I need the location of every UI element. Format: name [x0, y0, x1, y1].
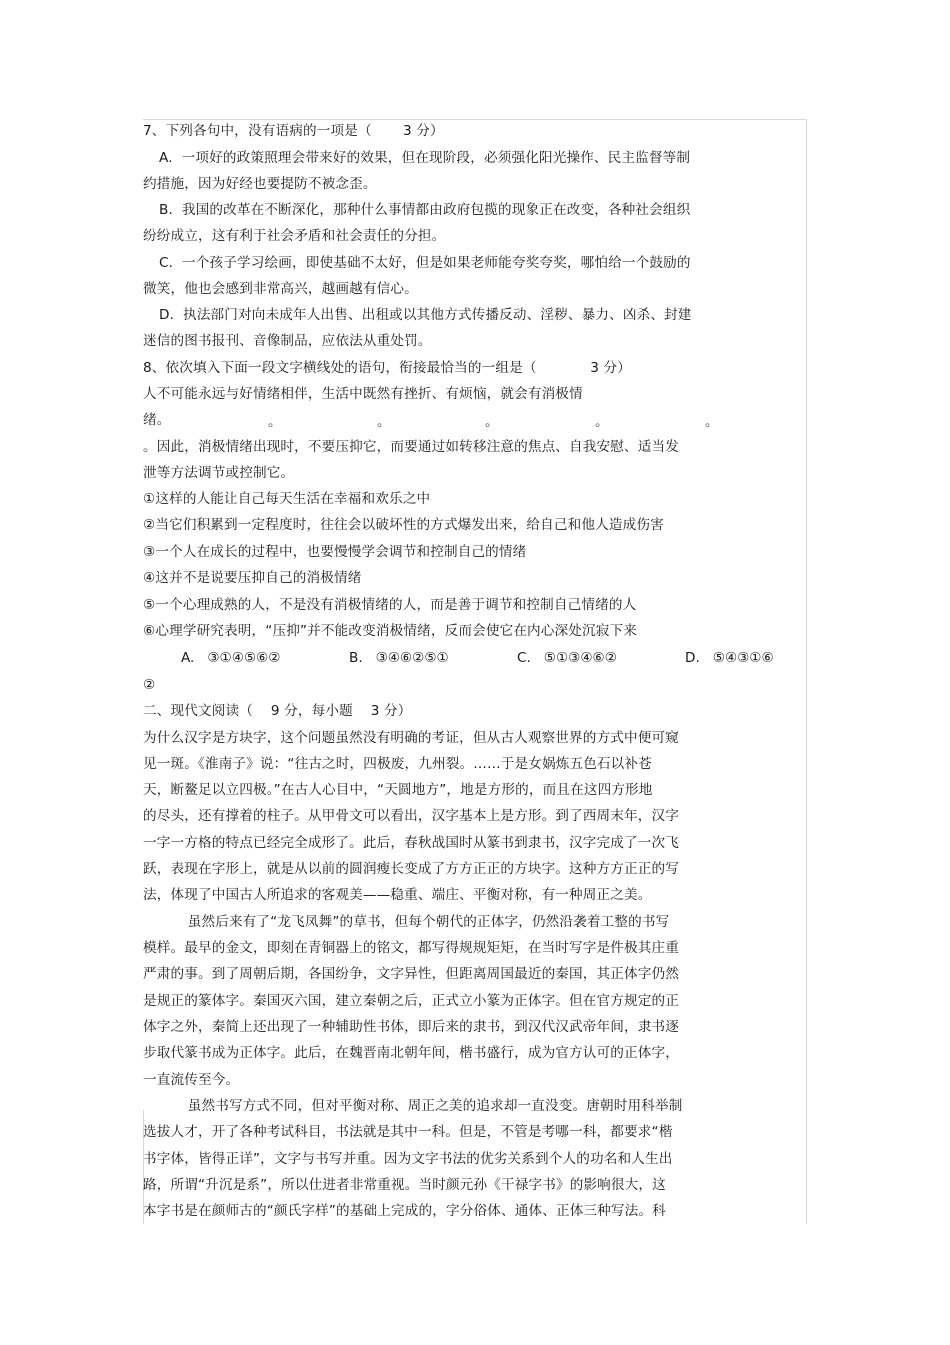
reading-line: 虽然书写方式不同，但对平衡对称、周正之美的追求却一直没变。唐朝时用科举制: [143, 1098, 683, 1114]
reading-line: 见一斑。《淮南子》说：“往古之时，四极废，九州裂。……于是女娲炼五色石以补苍: [143, 756, 652, 772]
reading-line: 天，断鳌足以立四极。”在古人心目中，“天圆地方”，地是方形的，而且在这四方形地: [143, 782, 653, 798]
reading-line: 本字书是在颜师古的“颜氏字样”的基础上完成的，字分俗体、通体、正体三种写法。科: [143, 1203, 666, 1219]
question-7-option-a-cont: 约措施，因为好经也要提防不被念歪。: [143, 176, 377, 192]
blank-mark: 。: [485, 414, 499, 430]
sentence-6: ⑥心理学研究表明，“压抑”并不能改变消极情绪，反而会使它在内心深处沉寂下来: [143, 623, 638, 639]
question-7-option-a: A. 一项好的政策照理会带来好的效果，但在现阶段，必须强化阳光操作、民主监督等制: [159, 150, 691, 166]
reading-line: 一字一方格的特点已经完全成形了。此后，春秋战国时从篆书到隶书，汉字完成了一次飞: [143, 835, 680, 851]
answer-option-d: D. ⑤④③①⑥: [685, 650, 774, 666]
answer-option-a: A. ③①④⑤⑥②: [181, 650, 281, 666]
reading-line: 虽然后来有了“龙飞凤舞”的草书，但每个朝代的正体字，仍然沿袭着工整的书写: [143, 914, 670, 930]
question-7-option-c: C. 一个孩子学习绘画，即使基础不太好，但是如果老师能夸奖夸奖，哪怕给一个鼓励的: [159, 255, 691, 271]
reading-line: 书字体，皆得正详”，文字与书写并重。因为文字书法的优劣关系到个人的功名和人生出: [143, 1151, 673, 1167]
question-7-option-d-cont: 迷信的图书报刊、音像制品，应依法从重处罚。: [143, 333, 432, 349]
page-border-top: [143, 119, 807, 120]
question-8-passage: 人不可能永远与好情绪相伴，生活中既然有挫折、有烦恼，就会有消极情: [143, 386, 583, 402]
reading-line: 严肃的事。到了周朝后期，各国纷争，文字异性，但距离周国最近的秦国，其正体字仍然: [143, 966, 680, 982]
page-border-right: [806, 119, 807, 1224]
question-7-option-c-cont: 微笑，他也会感到非常高兴，越画越有信心。: [143, 281, 418, 297]
reading-line: 选拔人才，开了各种考试科目，书法就是其中一科。但是，不管是考哪一科，都要求“楷: [143, 1124, 673, 1140]
reading-line: 的尽头，还有撑着的柱子。从甲骨文可以看出，汉字基本上是方形。到了西周末年，汉字: [143, 808, 680, 824]
section-2-heading: 二、现代文阅读（ 9 分，每小题 3 分）: [143, 703, 412, 719]
reading-line: 模样。最早的金文，即刻在青铜器上的铭文，都写得规规矩矩，在当时写字是件极其庄重: [143, 940, 680, 956]
question-7-option-b-cont: 纷纷成立，这有利于社会矛盾和社会责任的分担。: [143, 228, 446, 244]
question-7-option-b: B. 我国的改革在不断深化，那种什么事情都由政府包揽的现象正在改变，各种社会组织: [159, 202, 691, 218]
blank-mark: 。: [595, 414, 609, 430]
sentence-4: ④这并不是说要压抑自己的消极情绪: [143, 570, 362, 586]
answer-option-c: C. ⑤①③④⑥②: [517, 650, 617, 666]
sentence-2: ②当它们积累到一定程度时，往往会以破坏性的方式爆发出来，给自己和他人造成伤害: [143, 517, 664, 533]
question-8-passage-cont: 。因此，消极情绪出现时，不要压抑它，而要通过如转移注意的焦点、自我安慰、适当发: [143, 439, 680, 455]
reading-line: 法，体现了中国古人所追求的客观美——稳重、端庄、平衡对称，有一种周正之美。: [143, 887, 652, 903]
reading-line: 路，所谓“升沉是系”，所以仕进者非常重视。当时颜元孙《干禄字书》的影响很大，这: [143, 1177, 666, 1193]
answer-option-b: B. ③④⑥②⑤①: [349, 650, 449, 666]
question-8-stem: 8、依次填入下面一段文字横线处的语句，衔接最恰当的一组是（ 3 分）: [143, 360, 632, 376]
question-8-passage-cont: 泄等方法调节或控制它。: [143, 465, 295, 481]
reading-line: 是规正的篆体字。秦国灭六国，建立秦朝之后，正式立小篆为正体字。但在官方规定的正: [143, 993, 680, 1009]
reading-line: 一直流传至今。: [143, 1072, 240, 1088]
question-7-stem: 7、下列各句中，没有语病的一项是（ 3 分）: [143, 123, 444, 139]
question-7-option-d: D. 执法部门对向未成年人出售、出租或以其他方式传播反动、淫秽、暴力、凶杀、封建: [159, 307, 692, 323]
question-8-passage-cont: 绪。: [143, 412, 171, 428]
sentence-3: ③一个人在成长的过程中，也要慢慢学会调节和控制自己的情绪: [143, 544, 527, 560]
blank-mark: 。: [377, 414, 391, 430]
reading-line: 体字之外，秦简上还出现了一种辅助性书体，即后来的隶书，到汉代汉武帝年间，隶书逐: [143, 1019, 680, 1035]
sentence-1: ①这样的人能让自己每天生活在幸福和欢乐之中: [143, 491, 431, 507]
reading-line: 为什么汉字是方块字，这个问题虽然没有明确的考证，但从古人观察世界的方式中便可窥: [143, 730, 680, 746]
reading-line: 步取代篆书成为正体字。此后，在魏晋南北朝年间，楷书盛行，成为官方认可的正体字，: [143, 1045, 680, 1061]
blank-mark: 。: [268, 414, 282, 430]
blank-mark: 。: [705, 414, 719, 430]
reading-line: 跃，表现在字形上，就是从以前的圆润瘦长变成了方方正正的方块字。这种方方正正的写: [143, 861, 680, 877]
sentence-5: ⑤一个心理成熟的人，不是没有消极情绪的人，而是善于调节和控制自己情绪的人: [143, 597, 637, 613]
answer-option-d-wrap: ②: [143, 677, 156, 693]
